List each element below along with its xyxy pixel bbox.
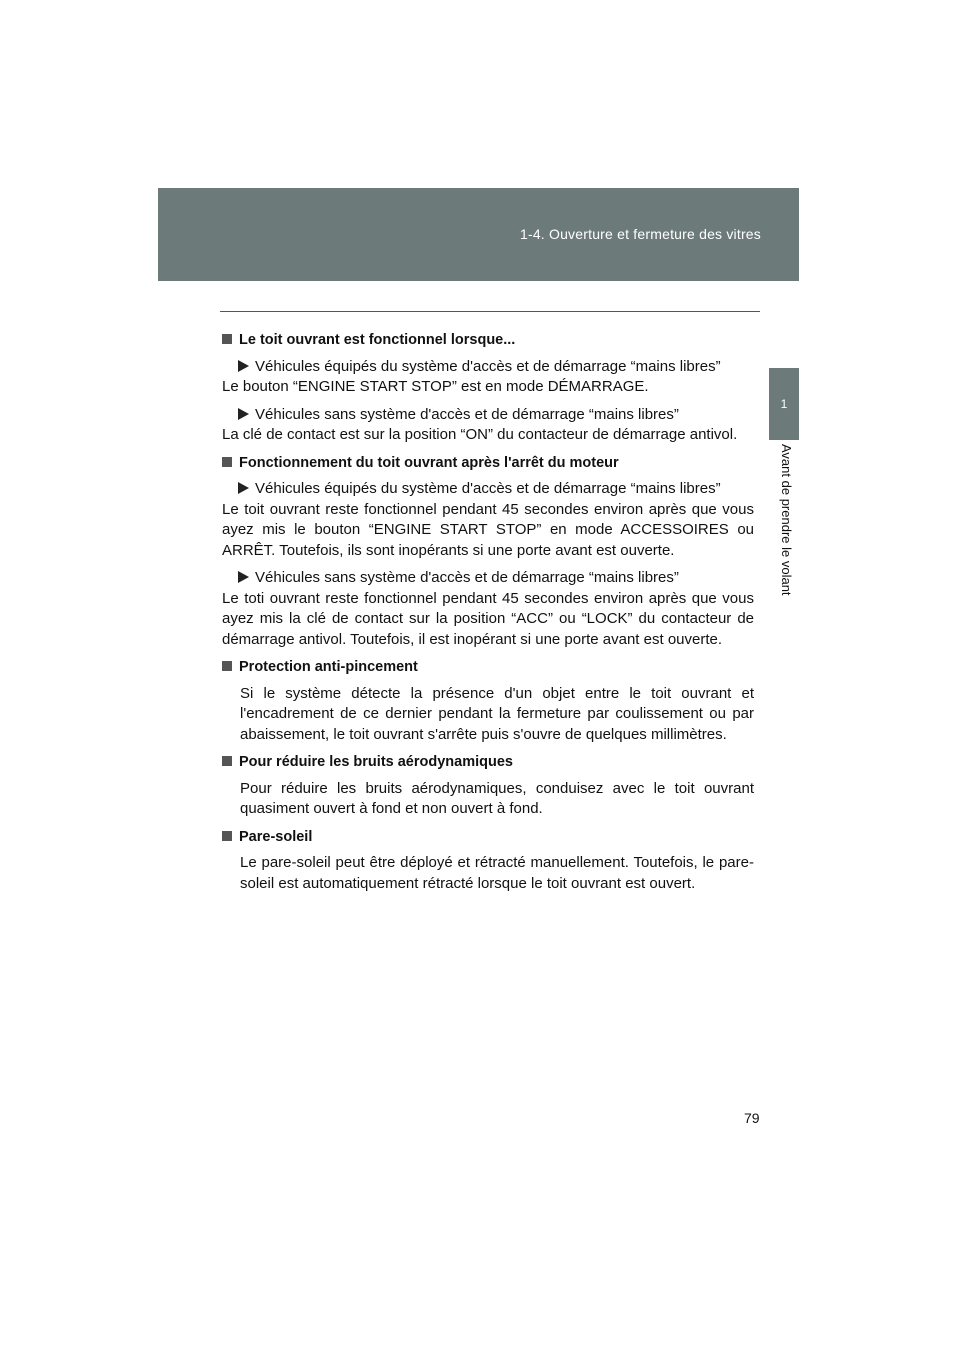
chapter-tab[interactable]: [769, 368, 799, 440]
section-heading: Le toit ouvrant est fonctionnel lorsque...: [222, 330, 754, 351]
vehicle-condition: Véhicules sans système d'accès et de démarrage “mains libres”: [238, 568, 754, 589]
paragraph: Pour réduire les bruits aérodynamiques, conduisez avec le toit ouvrant quasiment ouvert à fond et non ouvert à fond.: [240, 779, 754, 817]
section-toit-fonctionnel: [222, 330, 754, 446]
paragraph: Si le système détecte la présence d'un objet entre le toit ouvrant et l'encadrement de ce dernier pendant la fermeture par coulissement ou par abaissement, le toit ouvrant s'arrête puis s'ouvre de quelques millimètres.: [240, 684, 754, 743]
section-protection-anti-pincement: [222, 657, 754, 745]
square-bullet-icon: [222, 756, 232, 766]
section-heading: Protection anti-pincement: [222, 657, 754, 678]
paragraph: Le pare-soleil peut être déployé et rétracté manuellement. Toutefois, le pare-soleil est automatiquement rétracté lorsque le toit ouvrant est ouvert.: [240, 854, 754, 892]
page-number: 79: [744, 1110, 760, 1126]
paragraph: La clé de contact est sur la position “ON” du contacteur de démarrage antivol.: [222, 426, 738, 443]
square-bullet-icon: [222, 661, 232, 671]
paragraph: Le bouton “ENGINE START STOP” est en mode DÉMARRAGE.: [222, 378, 649, 395]
page-content: [222, 330, 754, 901]
chapter-number: 1: [780, 397, 788, 411]
square-bullet-icon: [222, 334, 232, 344]
triangle-pointer-icon: [238, 360, 249, 372]
paragraph: Le toti ouvrant reste fonctionnel pendant 45 secondes environ après que vous ayez mis la clé de contact sur la position “ACC” ou “LOCK” du contacteur de démarrage antivol. Toutefois, il est inopérant si une porte avant est ouverte.: [222, 589, 754, 648]
vehicle-condition: Véhicules sans système d'accès et de démarrage “mains libres”: [238, 405, 754, 426]
triangle-pointer-icon: [238, 571, 249, 583]
section-pare-soleil: [222, 827, 754, 895]
header-band: [158, 188, 799, 281]
section-bruits-aerodynamiques: [222, 752, 754, 820]
triangle-pointer-icon: [238, 482, 249, 494]
section-heading: Fonctionnement du toit ouvrant après l'arrêt du moteur: [222, 453, 754, 474]
square-bullet-icon: [222, 831, 232, 841]
square-bullet-icon: [222, 457, 232, 467]
chapter-title: Avant de prendre le volant: [779, 444, 794, 596]
paragraph: Le toit ouvrant reste fonctionnel pendant 45 secondes environ après que vous ayez mis le bouton “ENGINE START STOP” en mode ACCESSOIRES ou ARRÊT. Toutefois, ils sont inopérants si une porte avant est ouverte.: [222, 500, 754, 559]
section-title: 1-4. Ouverture et fermeture des vitres: [519, 226, 761, 242]
section-heading: Pour réduire les bruits aérodynamiques: [222, 752, 754, 773]
triangle-pointer-icon: [238, 408, 249, 420]
section-heading: Pare-soleil: [222, 827, 754, 848]
vehicle-condition: Véhicules équipés du système d'accès et de démarrage “mains libres”: [238, 479, 754, 500]
section-fonctionnement-apres-arret: [222, 453, 754, 651]
top-rule: [220, 311, 760, 312]
vehicle-condition: Véhicules équipés du système d'accès et de démarrage “mains libres”: [238, 357, 754, 378]
